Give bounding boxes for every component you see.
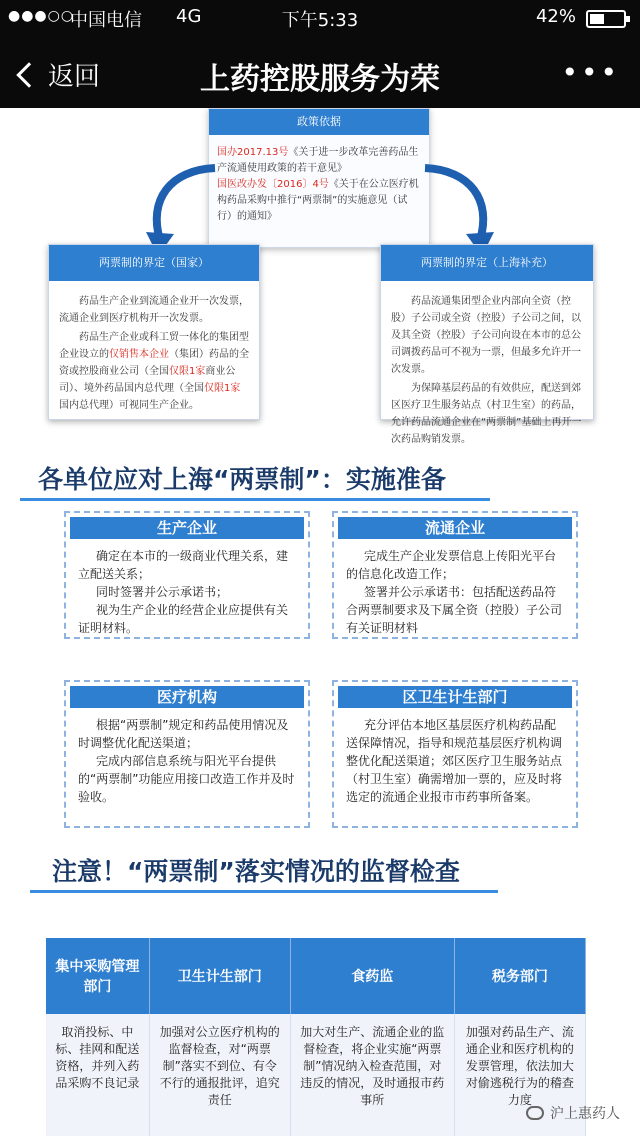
definition-national-body [49, 281, 259, 428]
back-label: 返回 [48, 62, 101, 92]
unit-circulation-p1: 完成生产企业发票信息上传阳光平台的信息化改造工作； [346, 549, 557, 581]
unit-production-p2: 同时签署并公示承诺书； [96, 585, 229, 599]
unit-district-box [332, 680, 578, 828]
signal-icon: ●●●○○ [8, 8, 75, 24]
page-title: 上药控股服务为荣 [200, 62, 440, 97]
unit-medical-box [64, 680, 310, 828]
definition-national-header: 两票制的界定（国家） [49, 245, 259, 281]
table-header-row [46, 938, 586, 1014]
policy-basis-header: 政策依据 [209, 109, 429, 135]
highlight-text: 仅限1家 [204, 383, 241, 394]
policy-text-1: 《关于进一步改革完善药品生产流通使用政策的若干意见》 [217, 147, 419, 174]
table-row [46, 1014, 586, 1136]
table-cell: 加强对药品生产、流通企业和医疗机构的发票管理，依法加大对偷逃税行为的稽查力度 [454, 1014, 585, 1136]
unit-medical-header: 医疗机构 [70, 686, 304, 708]
unit-production-p1: 确定在本市的一级商业代理关系，建立配送关系； [78, 549, 289, 581]
policy-text-2: 《关于在公立医疗机构药品采购中推行“两票制”的实施意见（试行）的通知》 [217, 179, 419, 222]
unit-circulation-p2: 签署并公示承诺书：包括配送药品符合两票制要求及下属全资（控股）子公司有关证明材料 [346, 585, 563, 635]
battery-percent: 42% [535, 6, 576, 27]
definition-national-p2 [59, 329, 249, 414]
definition-national-box [48, 244, 260, 420]
policy-line-1 [217, 145, 421, 177]
battery-icon [586, 10, 626, 28]
table-header-cell: 税务部门 [454, 938, 585, 1014]
highlight-text: 仅销售本企业 [109, 349, 169, 360]
unit-circulation-body [334, 539, 576, 647]
text-segment: 国内总代理）可视同生产企业。 [59, 400, 199, 411]
table-cell: 取消投标、中标、挂网和配送资格，并列入药品采购不良记录 [46, 1014, 149, 1136]
watermark [526, 1103, 620, 1123]
section-underline [20, 498, 490, 501]
unit-medical-p2: 完成内部信息系统与阳光平台提供的“两票制”功能应用接口改造工作并及时验收。 [78, 754, 295, 804]
text-segment: 药品生产企业或科工贸一体化的集团型企业设立的 [59, 332, 249, 360]
highlight-text: 仅限1家 [169, 366, 206, 377]
table-header-cell: 集中采购管理部门 [46, 938, 149, 1014]
definition-shanghai-box [380, 244, 594, 445]
unit-district-body [334, 708, 576, 816]
wechat-icon [526, 1106, 544, 1120]
unit-circulation-box [332, 511, 578, 639]
status-bar [0, 0, 640, 36]
unit-medical-p1: 根据“两票制”规定和药品使用情况及时调整优化配送渠道； [78, 718, 289, 750]
supervision-table [46, 938, 586, 1136]
unit-production-box [64, 511, 310, 639]
definition-shanghai-p1: 药品流通集团型企业内部向全资（控股）子公司或全资（控股）子公司之间，以及其全资（控股）子公司向设在本市的总公司调拨药品可不视为一票，但最多允许开一次发票。 [391, 296, 581, 375]
text-segment: 商业公司）、境外药品国内总代理（全国 [59, 366, 236, 394]
status-time: 下午5:33 [281, 10, 359, 31]
section-underline [30, 890, 498, 893]
unit-circulation-header: 流通企业 [338, 517, 572, 539]
definition-shanghai-body [381, 281, 593, 462]
definition-shanghai-header: 两票制的界定（上海补充） [381, 245, 593, 281]
table-cell: 加强对公立医疗机构的监督检查，对“两票制”落实不到位、有令不行的通报批评，追究责任 [149, 1014, 290, 1136]
watermark-text: 沪上惠药人 [550, 1106, 620, 1122]
nav-bar [0, 36, 640, 108]
section-title-supervision [0, 852, 640, 888]
section-title-preparation [0, 460, 640, 496]
section-title-text: 注意！“两票制”落实情况的监督检查 [52, 857, 460, 886]
unit-district-p1: 充分评估本地区基层医疗机构药品配送保障情况，指导和规范基层医疗机构调整优化配送渠道；郊区医疗卫生服务站点（村卫生室）确需增加一票的，应及时将选定的流通企业报市市药事所备案。 [346, 718, 563, 804]
article-content[interactable] [0, 108, 640, 1139]
unit-production-p3: 视为生产企业的经营企业应提供有关证明材料。 [78, 603, 289, 635]
policy-code-1: 国办2017.13号 [217, 147, 289, 158]
policy-code-2: 国医改办发〔2016〕4号 [217, 179, 329, 190]
policy-line-2 [217, 177, 421, 225]
unit-production-body [66, 539, 308, 647]
policy-basis-body [209, 135, 429, 225]
text-segment: （集团）药品的全资或控股商业公司（全国 [59, 349, 249, 377]
unit-district-header: 区卫生计生部门 [338, 686, 572, 708]
more-options-button[interactable]: ••• [561, 56, 620, 89]
table-header-cell: 食药监 [290, 938, 454, 1014]
table-cell: 加大对生产、流通企业的监督检查，将企业实施“两票制”情况纳入检查范围，对违反的情况，及时通报市药事所 [290, 1014, 454, 1136]
section-title-text: 各单位应对上海“两票制”：实施准备 [38, 465, 446, 494]
table-header-cell: 卫生计生部门 [149, 938, 290, 1014]
unit-medical-body [66, 708, 308, 816]
unit-production-header: 生产企业 [70, 517, 304, 539]
definition-national-p1: 药品生产企业到流通企业开一次发票，流通企业到医疗机构开一次发票。 [59, 296, 249, 324]
definition-shanghai-p2: 为保障基层药品的有效供应，配送到郊区医疗卫生服务站点（村卫生室）的药品，允许药品流通企业在“两票制”基础上再开一次药品购销发票。 [391, 383, 582, 445]
policy-basis-box [208, 108, 430, 248]
carrier-label: 中国电信 [70, 10, 142, 31]
network-label: 4G [176, 6, 202, 27]
